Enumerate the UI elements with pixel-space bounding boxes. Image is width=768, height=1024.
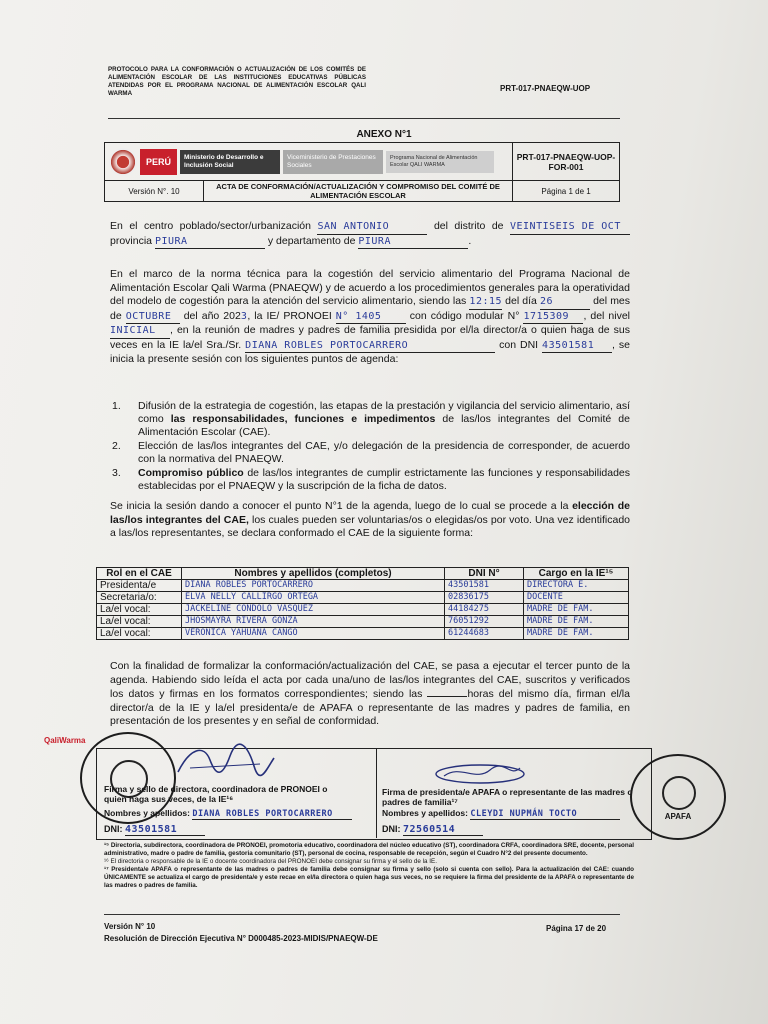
act-title: ACTA DE CONFORMACIÓN/ACTUALIZACIÓN Y COMPROMISO DEL COMITÉ DE ALIMENTACIÓN ESCOLAR	[204, 181, 513, 202]
peru-logo: PERÚ	[140, 149, 177, 175]
apafa-signature-title: Firma de presidenta/e APAFA o representante de las madres o padres de familia¹⁷	[382, 787, 633, 807]
intro-paragraph: En el centro poblado/sector/urbanización SAN ANTONIO del distrito de VEINTISEIS DE OCT provincia PIURA y departamento de PIURA .	[110, 220, 630, 249]
footer-version: Versión N° 10	[104, 922, 156, 931]
agenda-item: 3. Compromiso público de las/los integrantes de cumplir estrictamente las funciones y responsabilidades establecidas por el PNAEQW y la suscripción de la ficha de datos.	[112, 467, 631, 492]
table-row: Secretaria/o: ELVA NELLY CALLIRGO ORTEGA 02836175 DOCENTE	[97, 592, 629, 604]
footer-rule	[104, 914, 620, 915]
apafa-dni: DNI: 72560514	[382, 824, 483, 836]
footnote-15: ¹⁵ Directoria, subdirectora, coordinadora de PRONOEI, promotoria educativo, coordinadora del núcleo educativo (ST), coordinadora CRFA, coordinadora SRE, docente, personal administrativo, madre o padre de familia, gestoria comunitario (ST), personal de cocina, responsable de recepción, según el Cuadro N°2 del presente documento.	[104, 842, 634, 857]
field-directora: DIANA ROBLES PORTOCARRERO	[245, 339, 495, 354]
formalization-paragraph: Con la finalidad de formalizar la conformación/actualización del CAE, se pasa a ejecutar el tercer punto de la agenda. Habiendo sido leída el acta por cada una/uno de las/los integrantes del CAE, suscritos y verificados los datos y firmas en los formatos correspondientes; siendo las horas del mismo día, firman el/la director/a de la IE y la/el presidenta/e de APAFA o representante de las madres y padres de familia, en presentación de los presentes y en señal de conformidad.	[110, 660, 630, 727]
cae-members-table	[96, 567, 629, 640]
program-logo: Programa Nacional de Alimentación Escolar QALI WARMA	[386, 151, 494, 173]
footer-resolution: Resolución de Dirección Ejecutiva N° D000485-2023-MIDIS/PNAEQW-DE	[104, 934, 378, 943]
director-names-label: Nombres y apellidos: DIANA ROBLES PORTOCARRERO	[104, 808, 352, 820]
apafa-name: CLEYDI NUPMÁN TOCTO	[470, 809, 620, 820]
field-dni: 43501581	[542, 339, 612, 354]
director-dni: DNI: 43501581	[104, 824, 205, 836]
qali-warma-logo: QaliWarma	[44, 736, 86, 745]
annex-title: ANEXO N°1	[356, 129, 412, 140]
director-signature	[170, 738, 280, 782]
version-cell: Versión N°. 10	[105, 181, 204, 202]
field-anio: 3	[240, 310, 248, 322]
field-hora: 12:15	[469, 295, 502, 310]
table-header-row: Rol en el CAE Nombres y apellidos (completos) DNI N° Cargo en la IE¹⁵	[97, 568, 629, 580]
footnote-17: ¹⁷ Presidenta/e APAFA o representante de las madres o padres de familia debe consignar su firma y sello (solo si cuenta con sello). Para la actualización del CAE: cuando ÚNICAMENTE se actualiza el cargo de presidenta/e y este recae en el/la directora o quien haga sus veces, no se requiere la firma del presidente de la APAFA o representante de las madres o padres de familia.	[104, 866, 634, 889]
footnote-16: ¹⁶ El directoria o responsable de la IE o docente coordinadora del PRONOEI debe consignar su firma y el sello de la IE.	[104, 858, 438, 865]
field-ie: N° 1405	[336, 310, 406, 325]
ministry-logo: Ministerio de Desarrollo e Inclusión Social	[180, 150, 280, 174]
field-centro: SAN ANTONIO	[317, 220, 427, 235]
agenda-list	[110, 400, 630, 494]
apafa-names-label: Nombres y apellidos: CLEYDI NUPMÁN TOCTO	[382, 808, 620, 820]
apafa-stamp: APAFA	[630, 754, 726, 840]
protocol-title: PROTOCOLO PARA LA CONFORMACIÓN O ACTUALIZACIÓN DE LOS COMITÉS DE ALIMENTACIÓN ESCOLAR DE LAS INSTITUCIONES EDUCATIVAS PÚBLICAS ATENDIDAS POR EL PROGRAMA NACIONAL DE ALIMENTACIÓN ESCOLAR QALI WARMA	[108, 66, 366, 97]
director-signature-title: Firma y sello de directora, coordinadora de PRONOEI o quien haga sus veces, de la IE¹⁶	[104, 784, 328, 804]
field-distrito: VEINTISEIS DE OCT	[510, 220, 630, 235]
form-header-table	[104, 142, 620, 202]
logo-cell	[105, 143, 513, 181]
signature-divider	[376, 748, 377, 838]
coat-of-arms-icon	[109, 148, 137, 176]
header-rule	[108, 118, 620, 119]
footer-page: Página 17 de 20	[546, 924, 607, 933]
table-row: La/el vocal: JACKELINE CONDOLO VASQUEZ 44184275 MADRE DE FAM.	[97, 604, 629, 616]
footnotes	[104, 842, 634, 890]
field-nivel: INICIAL	[110, 324, 170, 339]
field-codigo: 1715309	[523, 310, 583, 325]
session-paragraph: En el marco de la norma técnica para la cogestión del servicio alimentario del Programa Nacional de Alimentación Escolar Qali Warma (PNAEQW) y de acuerdo a los procedimientos generales para la operatividad del modelo de cogestión para la atención del servicio alimentario, siendo las 12:15 del día 26 del mes de OCTUBRE del año 2023, la IE/ PRONOEI N° 1405 con código modular N° 1715309 , del nivel INICIAL , en la reunión de madres y padres de familia presidida por el/la director/a o quien haga de sus veces en la IE la/el Sra./Sr. DIANA ROBLES PORTOCARRERO con DNI 43501581 , se inicia la presente sesión con los siguientes puntos de agenda:	[110, 268, 631, 365]
field-departamento: PIURA	[358, 235, 468, 250]
table-row: La/el vocal: JHOSMAYRA RIVERA GONZA 76051292 MADRE DE FAM.	[97, 616, 629, 628]
table-row: Presidenta/e DIANA ROBLES PORTOCARRERO 43501581 DIRECTORA E.	[97, 580, 629, 592]
election-paragraph: Se inicia la sesión dando a conocer el punto N°1 de la agenda, luego de lo cual se procede a la elección de las/los integrantes del CAE, los cuales pueden ser voluntarias/os o elegidas/os por voto. Una vez identificado a las/los representantes, se declara conformado el CAE de la siguiente forma:	[110, 500, 630, 539]
vice-ministry-logo: Viceministerio de Prestaciones Sociales	[283, 150, 383, 174]
field-mes: OCTUBRE	[126, 310, 180, 325]
page-box: Página 1 de 1	[513, 181, 620, 202]
field-dia: 26	[540, 295, 590, 310]
document-code: PRT-017-PNAEQW-UOP	[500, 84, 591, 93]
director-name: DIANA ROBLES PORTOCARRERO	[192, 809, 352, 820]
agenda-item: 2. Elección de las/los integrantes del CAE, y/o delegación de la presidencia de corresponder, de acuerdo con la normativa del PNAEQW.	[112, 440, 630, 465]
field-provincia: PIURA	[155, 235, 265, 250]
table-row: La/el vocal: VERONICA YAHUANA CANGO 61244683 MADRE DE FAM.	[97, 628, 629, 640]
apafa-signature	[430, 760, 530, 788]
form-code: PRT-017-PNAEQW-UOP-FOR-001	[513, 143, 620, 181]
agenda-item: 1. Difusión de la estrategia de cogestión, las etapas de la prestación y vigilancia del servicio alimentario, así como las responsabilidades, funciones e impedimentos de las/los integrantes del Comité de Alimentación Escolar (CAE).	[112, 400, 630, 438]
